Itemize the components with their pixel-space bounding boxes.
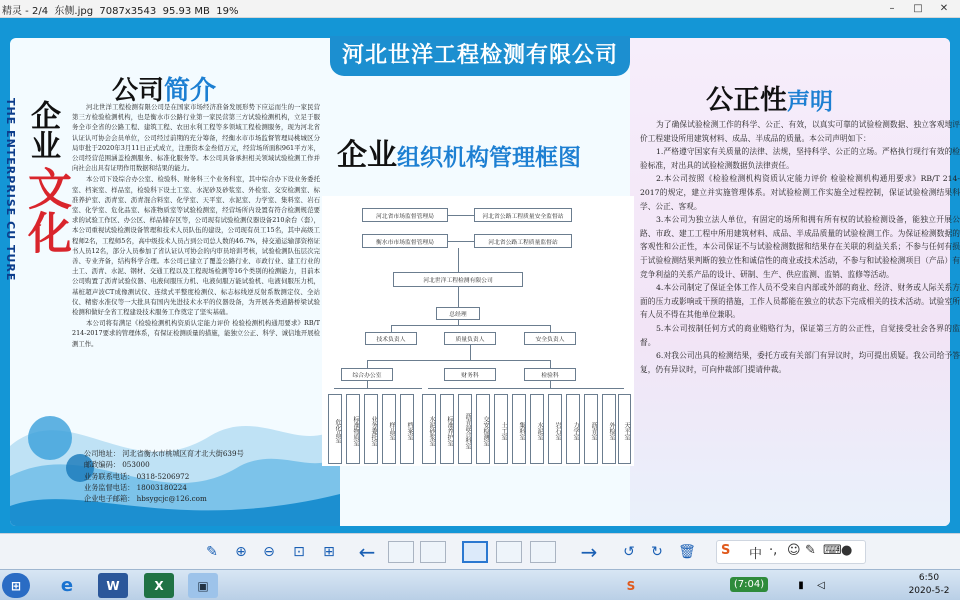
intro-title-blue: 简介 [164,76,217,106]
contact-email: 企业电子邮箱： hbsygcjc@126.com [84,494,207,504]
poster-image [0,18,960,533]
internet-explorer-icon[interactable]: e [60,575,74,596]
viewer-titlebar [0,0,960,18]
delete-icon[interactable]: 🗑 [678,544,696,560]
sogou-icon[interactable]: S [721,543,731,558]
viewer-toolbar [0,533,960,569]
connector-line [334,388,422,389]
org-room-box: 标准物质室 [346,394,360,464]
clock-date: 2020-5-2 [908,586,950,596]
brush-icon[interactable]: ✎ [206,544,218,560]
org-supervisor-box: 河北省市场监督管理局 [362,208,448,222]
contact-address: 公司地址： 河北省衡水市桃城区育才北大街639号 [84,449,244,458]
org-room-box: 样品室 [382,394,396,464]
org-room-box: 沥青室 [584,394,598,464]
chinese-mode-icon[interactable]: 中 [749,547,763,562]
connector-line [367,381,368,388]
intro-title-black: 公司 [112,76,165,106]
connector-line [550,381,551,388]
declaration-title-blue: 声明 [787,89,833,115]
org-room-box: 沥青混合料室 [458,394,472,464]
company-header: 河北世洋工程检测有限公司 [330,36,630,76]
actual-size-icon[interactable]: ⊞ [323,544,335,560]
culture-title-red: 文化 [20,166,71,254]
intro-paragraph: 本公司将有满足《检验检测机构资质认定能力评价 检验检测机构通用要求》RB/T 214-2017要求的管理体系，有保证检测质量的措施，能独立公正、科学、诚信地开展检测工作。 [72,319,320,348]
declaration-title [706,78,833,117]
declaration-paragraph: 为了确保试验检测工作的科学、公正、有效，以真实可靠的试验检测数据、独立客观地评价工程建设所用建筑材料、成品、半成品的质量。本公司声明如下： [640,120,960,143]
excel-icon[interactable]: X [144,573,174,598]
fit-window-icon[interactable]: ⊡ [293,544,305,560]
vertical-english-text: THE ENTERPRISE CU TURE [4,98,17,282]
org-room-box: 外检室 [602,394,616,464]
connector-line [391,325,392,332]
org-leader-box: 安全负责人 [524,332,576,345]
org-room-box: 危化品室 [328,394,342,464]
declaration-title-black: 公正性 [706,85,787,116]
intro-body [72,102,320,350]
contact-info [84,448,314,504]
intro-paragraph: 本公司下设综合办公室、检验科、财务科三个业务科室，其中综合办下设业务委托室、档案室、样品室，检验科下设土工室、水泥砂及砂浆室、外检室、交安检测室、标准养护室、沥青室、沥青混合料室、化学室、天平室、水泥室、力学室、集料室、岩石室、化学室、危化品室、标准物质室等试验检测室，经营场所内设置有符合检测规范要求的试验工作区、办公区、样品储存区等，公司现有试验检测仪器设备210余台（套），本公司重视试验检测设备管理和技术人员队伍的建设，公司现有员工15名，其中高级工程师2名，工程师5名，高中级技术人员占到公司总人数的46.7%，持交通运输部资格证书人员12名，部分人员参加了省认证认可协会的内审员培训考核，试验检测队伍层次完善、专业齐备，结构科学合理。本公司已建立了覆盖公路行业、市政行业、建工行业的土工、沥青、水泥、钢材、交通工程以及工程现场检测等16个类别的检测能力，目前本公司购置了沥青试验仪器、电液伺服压力机、电液伺服万能试验机、电液伺服压力机，基桩超声波CT成像测试仪、连续式平整度检测仪、标志标线逆反射系数测定仪、全站仪、精密水准仪等一大批具有国内先进技术水平的仪器设备，为开展各类道路桥梁试验检测和做好全省工程建设技术服务工作奠定了坚实基础。 [72,175,320,317]
connector-line [367,360,368,368]
declaration-paragraph: 5.本公司按制任何方式的商业贿赂行为，保证第三方的公正性，自觉接受社会各界的监督。 [640,323,960,347]
contact-phone: 业务联系电话： 0318-5206972 [84,471,190,481]
declaration-paragraph: 3.本公司为独立法人单位，有固定的场所和拥有所有权的试验检测设备，能独立开展公路、市政、建工工程中所用建筑材料、成品、半成品质量的试验检测工作。为保证检测数据的客观性和公正性，本公司保证不与试验检测数据和结果存在关联的利益关系；不参与任何有损于试验检测结果判断的独立性和诚信性的商业或技术活动，不参与和试验检测项目（产品）有竞争利益的关系产品的设计、研制、生产、供应监测、监销、监修等活动。 [640,215,960,279]
org-title-black: 企业 [337,138,397,173]
battery-badge[interactable]: (7:04) [730,577,768,592]
org-room-box: 标准养护室 [440,394,454,464]
connector-line [428,388,624,389]
thumbnail[interactable] [496,541,522,563]
windows-taskbar [0,569,960,600]
word-icon[interactable]: W [98,573,128,598]
org-leader-box: 技术负责人 [365,332,417,345]
thumbnail-selected[interactable] [462,541,488,563]
connector-line [458,287,459,307]
rotate-left-icon[interactable]: ↺ [623,544,635,560]
next-arrow-icon[interactable]: → [580,540,598,564]
sogou-tray-icon[interactable]: S [626,578,636,593]
org-supervisor-box: 河北省公路工程质量监督站 [474,234,572,248]
org-leader-box: 质量负责人 [444,332,496,345]
org-title-blue: 组织机构管理框图 [397,145,581,171]
declaration-paragraph: 4.本公司制定了保证全体工作人员不受来自内部或外部的商业、经济、财务或人际关系方面的压力或影响或干预的措施，工作人员都能在独立的状态下完成相关的技术活动。试验室所有人员不得在其他单位兼职。 [640,283,960,320]
org-department-box: 检验科 [524,368,576,381]
window-title: 精灵 - 2/4 东侧.jpg 7087x3543 95.93 MB 19% [2,6,239,17]
connector-line [458,248,459,272]
org-department-box: 财务科 [444,368,496,381]
connector-line [550,325,551,332]
previous-arrow-icon[interactable]: ← [358,540,376,564]
contact-supervision-phone: 业务监督电话： 18003180224 [84,482,187,492]
org-room-box: 水泥砂浆室 [422,394,436,464]
close-button[interactable]: ✕ [939,3,949,14]
org-room-box: 土工室 [494,394,508,464]
thumbnail[interactable] [420,541,446,563]
volume-icon[interactable]: ◁ [817,580,825,591]
connector-line [367,360,550,361]
connector-line [458,320,459,325]
org-manager-box: 总经理 [436,307,480,320]
org-room-box: 集料室 [512,394,526,464]
image-viewer-taskbar-icon[interactable]: ▣ [188,573,218,598]
intro-paragraph: 河北世洋工程检测有限公司是在国家市场经济准备发展形势下应运而生的一家民营第三方检验检测机构，也是衡水市公路行业第一家民营第三方试验检测机构，立足于服务全市全省的公路工程、建筑工程、农田水利工程等多领域工程检测服务，现为河北省认证认可协会会员单位，公司经过前期的充分筹备，经衡水市市场监督管理局桃城区分局审批于2020年3月11日正式成立，注册资本金叁佰万元，经营场所面积961平方米，公司经营范围涵盖检测服务、标准化服务等。本公司具备承担相关领域试验检测工作并向社会出具有证明作用数据和结果的能力。 [72,103,320,173]
zoom-out-icon[interactable]: ⊖ [263,544,275,560]
ime-toolbar[interactable] [716,540,866,564]
declaration-paragraph: 2.本公司按照《检验检测机构资质认定能力评价 检验检测机构通用要求》RB/T 214-2017的规定，建立并实施管理体系。对试验检测工作实施全过程控制，保证试验检测结果科学、公正、客观。 [640,174,960,211]
rotate-right-icon[interactable]: ↻ [651,544,663,560]
thumbnail[interactable] [388,541,414,563]
org-room-box: 档案室 [400,394,414,464]
microphone-icon[interactable]: ● [841,543,853,558]
clock-time: 6:50 [918,573,940,583]
contact-postcode: 邮政编码： 053000 [84,460,150,470]
declaration-paragraph: 1.严格遵守国家有关质量的法律、法规，坚持科学、公正的立场。严格执行现行有效的检验标准，对出具的试验检测数据负法律责任。 [640,147,960,170]
culture-title-black: 企业 [25,100,60,160]
org-department-box: 综合办公室 [341,368,393,381]
org-room-box: 交安检测室 [476,394,490,464]
thumbnail[interactable] [530,541,556,563]
system-clock[interactable] [904,572,954,598]
punctuation-icon[interactable]: ·, [769,543,778,558]
network-icon[interactable]: ▮ [798,580,804,591]
org-room-box: 业务委托室 [364,394,378,464]
org-room-box: 岩石室 [548,394,562,464]
org-room-box: 天平室 [618,394,631,464]
org-room-box: 水泥室 [530,394,544,464]
org-company-box: 河北世洋工程检测有限公司 [393,272,523,287]
zoom-in-icon[interactable]: ⊕ [235,544,247,560]
connector-line [448,241,474,242]
minimize-button[interactable]: – [889,3,895,14]
org-supervisor-box: 衡水市市场监督管理局 [362,234,448,248]
org-supervisor-box: 河北省公路工程质量安全监督站 [474,208,572,222]
connector-line [391,325,551,326]
connector-line [448,215,474,216]
emoji-icon[interactable]: ☺ [787,543,801,558]
connector-line [470,345,471,360]
org-room-box: 力学室 [566,394,580,464]
start-button[interactable]: ⊞ [2,573,30,598]
connector-line [550,360,551,368]
pen-icon[interactable]: ✎ [805,543,816,558]
declaration-paragraph: 6.对我公司出具的检测结果，委托方或有关部门有异议时，均可提出质疑。我公司给予答复，仍有异议时，可向仲裁部门提请仲裁。 [640,351,960,374]
keyboard-icon[interactable]: ⌨ [823,543,842,558]
org-title [337,130,581,174]
maximize-button[interactable]: □ [913,3,923,14]
declaration-body [640,118,960,376]
